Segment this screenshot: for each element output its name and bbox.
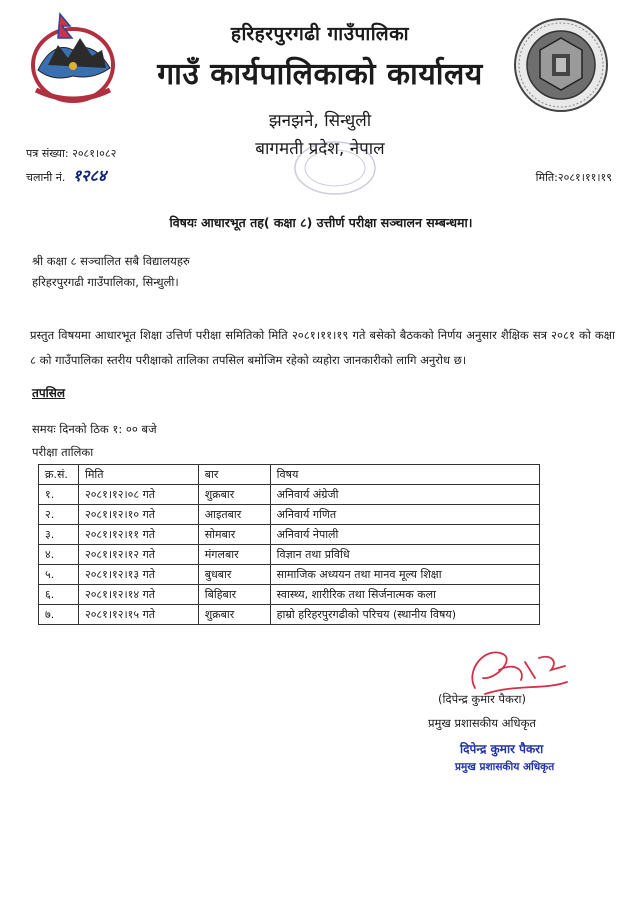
header-serial: क्र.सं. xyxy=(39,465,79,485)
body-paragraph: प्रस्तुत विषयमा आधारभूत शिक्षा उत्तिर्ण परीक्षा समितिको मिति २०८१।११।१९ गते बसेको बैठकको निर्णय अनुसार शैक्षिक सत्र २०८१ को कक्षा ८ को गाउँपालिका स्तरीय परीक्षाको तालिका तपसिल बमोजिम रहेको व्यहोरा जानकारीको लागि अनुरोध छ। xyxy=(30,328,615,367)
cell-subject: स्वास्थ्य, शारीरिक तथा सिर्जनात्मक कला xyxy=(270,585,539,605)
cell-subject: हाम्रो हरिहरपुरगढीको परिचय (स्थानीय विषय) xyxy=(270,605,539,625)
cell-date: २०८१।१२।१५ गते xyxy=(78,605,198,625)
cell-date: २०८१।१२।११ गते xyxy=(78,525,198,545)
address-line-1: झनझने, सिन्धुली xyxy=(268,111,372,131)
cell-date: २०८१।१२।१४ गते xyxy=(78,585,198,605)
cell-date: २०८१।१२।१२ गते xyxy=(78,545,198,565)
exam-time: समयः दिनको ठिक १: ०० बजे xyxy=(32,422,157,436)
faint-office-stamp-icon xyxy=(290,138,380,198)
office-name: गाउँ कार्यपालिकाको कार्यालय xyxy=(157,57,483,92)
cell-serial: ४. xyxy=(39,545,79,565)
cell-subject: विज्ञान तथा प्रविधि xyxy=(270,545,539,565)
exam-schedule-table xyxy=(38,464,540,625)
stamp-signatory-name: दिपेन्द्र कुमार पैकरा xyxy=(460,742,544,756)
exam-table-title: परीक्षा तालिका xyxy=(32,445,94,459)
recipient-line-2: हरिहरपुरगढी गाउँपालिका, सिन्धुली। xyxy=(32,275,179,289)
cell-date: २०८१।१२।१० गते xyxy=(78,505,198,525)
table-row xyxy=(39,505,540,525)
table-row xyxy=(39,565,540,585)
cell-subject: अनिवार्य गणित xyxy=(270,505,539,525)
table-row xyxy=(39,585,540,605)
table-row xyxy=(39,545,540,565)
cell-subject: अनिवार्य नेपाली xyxy=(270,525,539,545)
dispatch-number-value: १२८४ xyxy=(72,166,107,185)
cell-day: सोमबार xyxy=(198,525,270,545)
subject-line: विषयः आधारभूत तह( कक्षा ८) उत्तीर्ण परीक्षा सञ्चालन सम्बन्धमा। xyxy=(169,215,473,230)
address-line-2: बागमती प्रदेश, नेपाल xyxy=(255,139,385,159)
cell-serial: १. xyxy=(39,485,79,505)
cell-serial: ६. xyxy=(39,585,79,605)
table-header-row xyxy=(39,465,540,485)
cell-subject: अनिवार्य अंग्रेजी xyxy=(270,485,539,505)
cell-day: शुक्रबार xyxy=(198,605,270,625)
stamp-signatory-title: प्रमुख प्रशासकीय अधिकृत xyxy=(455,761,555,773)
header-day: बार xyxy=(198,465,270,485)
cell-day: बिहिबार xyxy=(198,585,270,605)
letter-number: पत्र संख्या: २०८१।०८२ xyxy=(26,147,117,160)
cell-serial: २. xyxy=(39,505,79,525)
dispatch-number-label: चलानी नं. xyxy=(26,171,66,184)
letter-date: मिति:२०८१।११।१९ xyxy=(535,171,612,184)
cell-day: शुक्रबार xyxy=(198,485,270,505)
table-row xyxy=(39,485,540,505)
cell-day: आइतबार xyxy=(198,505,270,525)
cell-date: २०८१।१२।०८ गते xyxy=(78,485,198,505)
signatory-title: प्रमुख प्रशासकीय अधिकृत xyxy=(428,716,536,730)
dispatch-number xyxy=(26,164,106,186)
cell-date: २०८१।१२।१३ गते xyxy=(78,565,198,585)
table-row xyxy=(39,605,540,625)
header-date: मिति xyxy=(78,465,198,485)
header-subject: विषय xyxy=(270,465,539,485)
cell-serial: ३. xyxy=(39,525,79,545)
cell-serial: ५. xyxy=(39,565,79,585)
recipient-line-1: श्री कक्षा ८ सञ्चालित सबै विद्यालयहरु xyxy=(32,254,190,268)
organization-name: हरिहरपुरगढी गाउँपालिका xyxy=(230,23,410,45)
details-heading: तपसिल xyxy=(32,386,66,400)
signatory-name: (दिपेन्द्र कुमार पैकरा) xyxy=(438,692,526,706)
cell-subject: सामाजिक अध्ययन तथा मानव मूल्य शिक्षा xyxy=(270,565,539,585)
cell-serial: ७. xyxy=(39,605,79,625)
cell-day: बुधबार xyxy=(198,565,270,585)
table-row xyxy=(39,525,540,545)
cell-day: मंगलबार xyxy=(198,545,270,565)
